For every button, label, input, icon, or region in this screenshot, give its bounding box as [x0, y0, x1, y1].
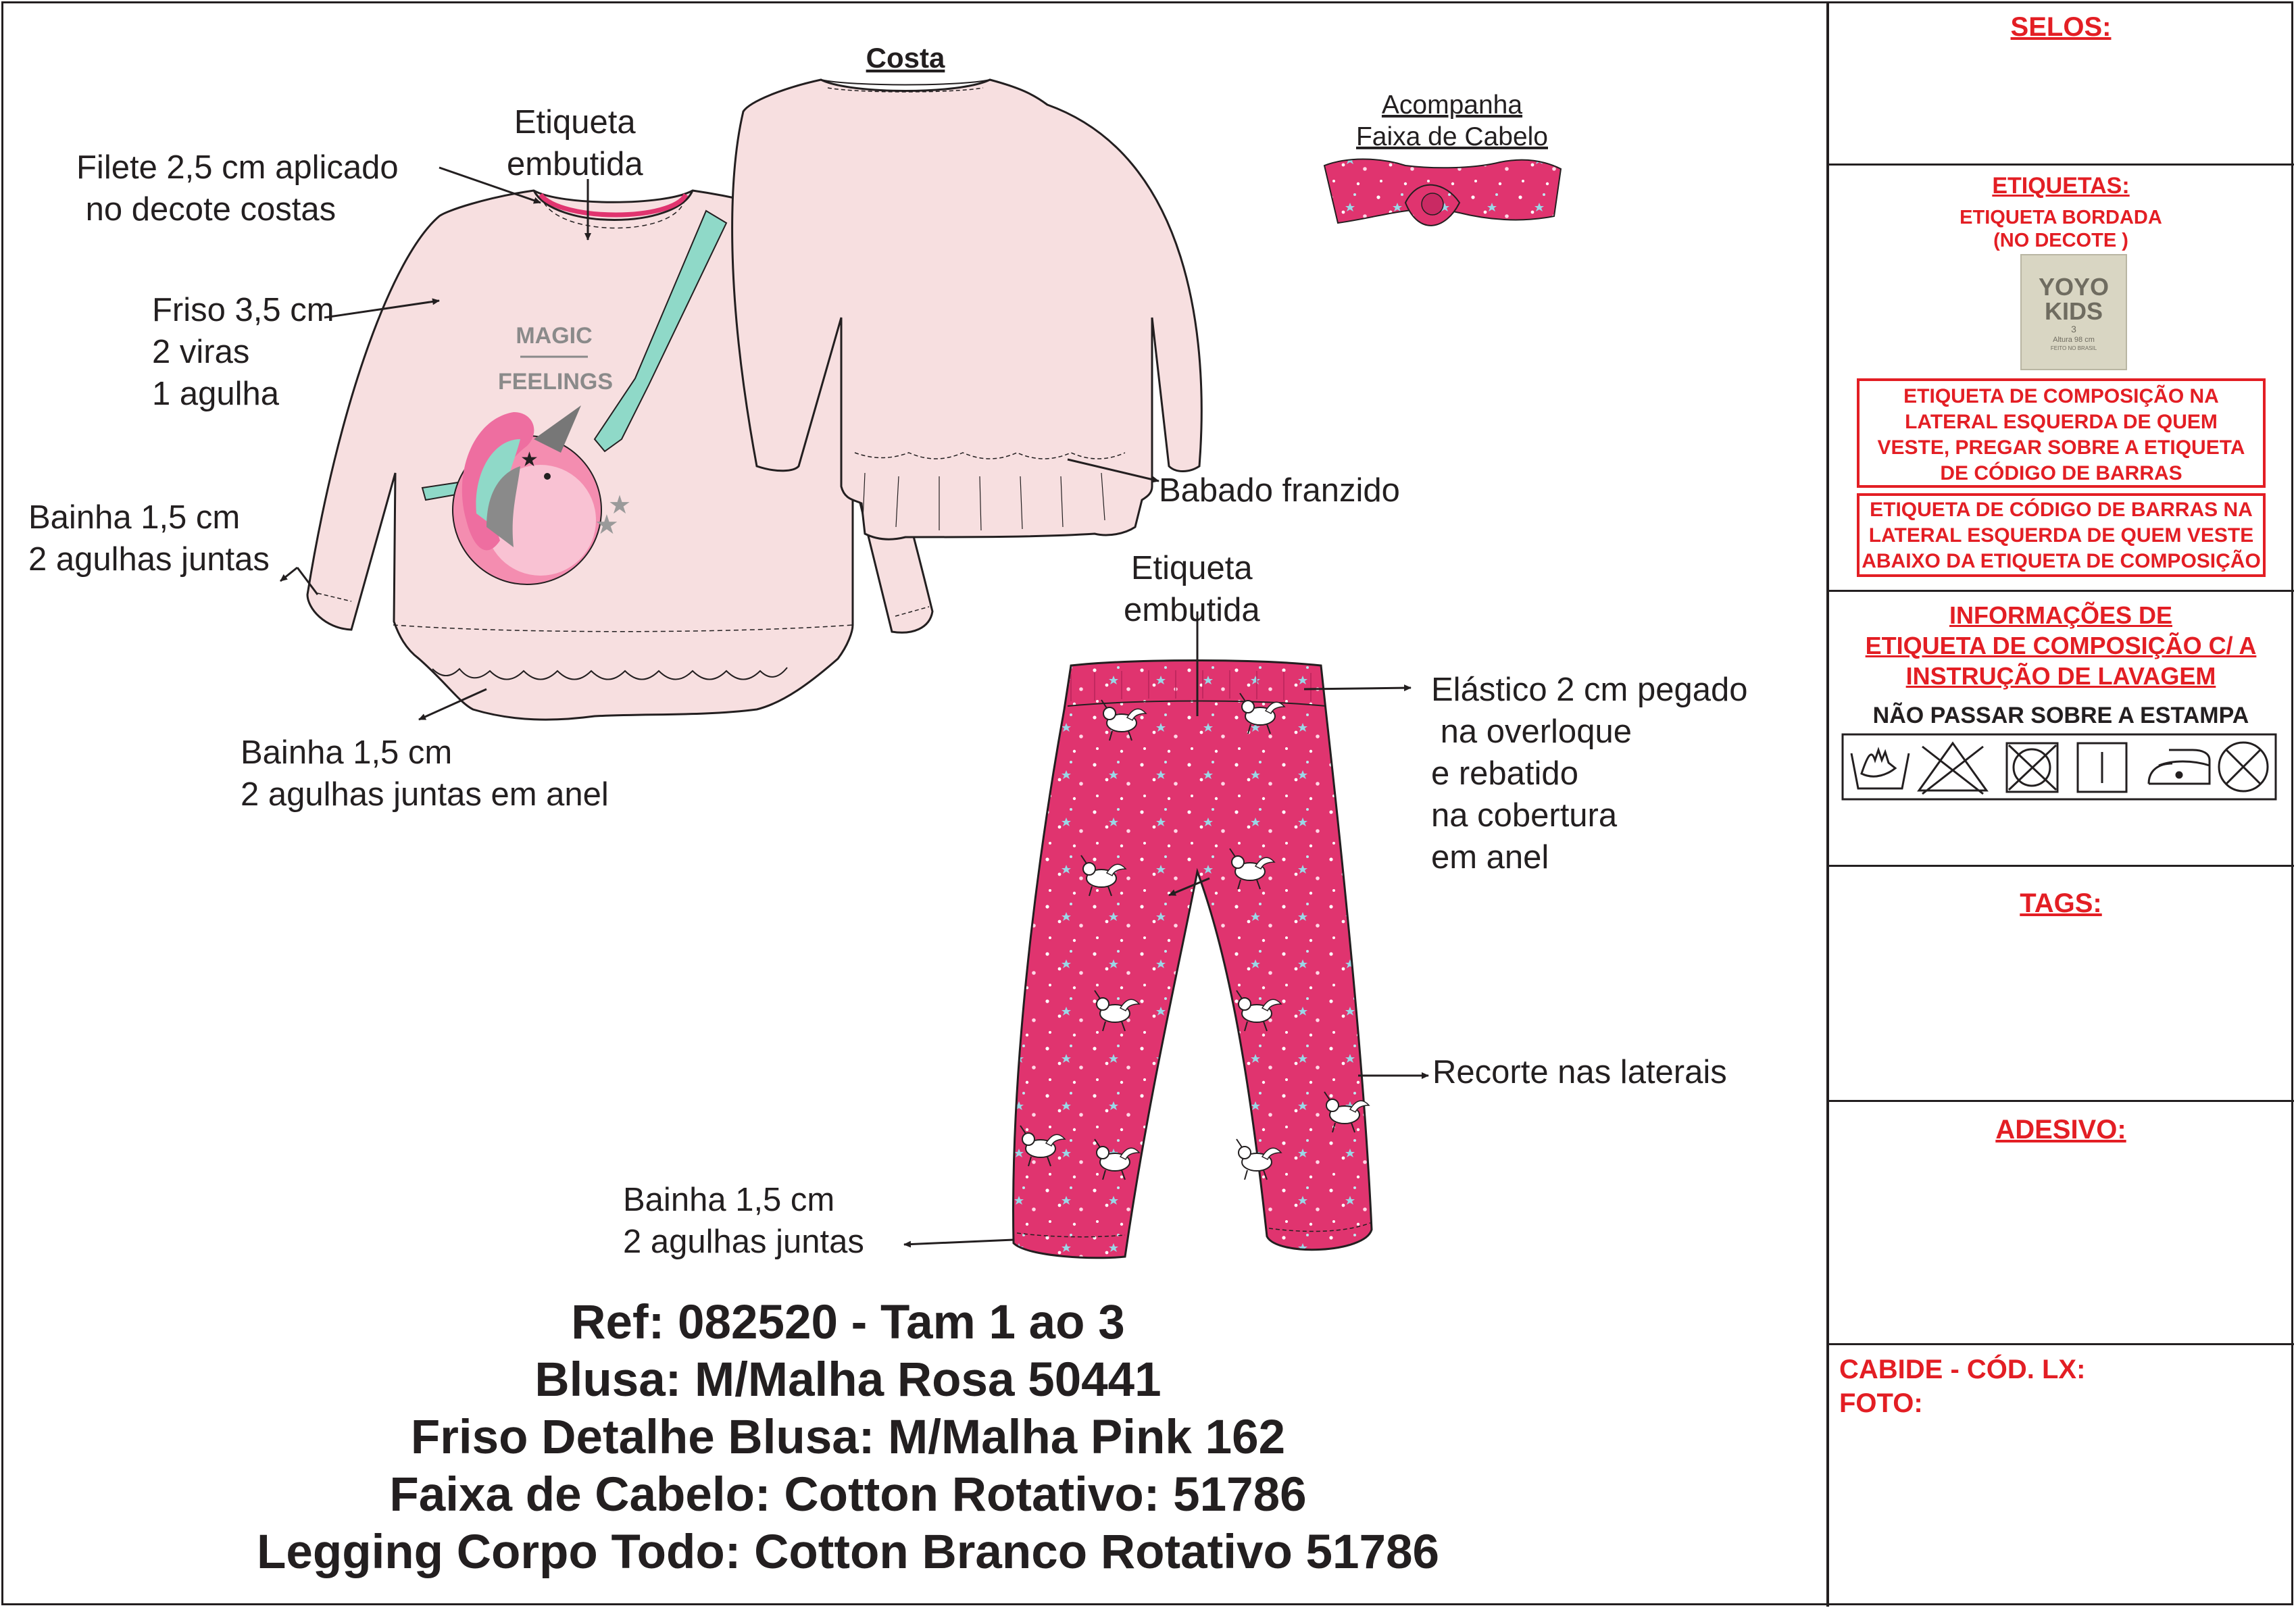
selos-title: SELOS: [2010, 12, 2112, 42]
annotation-etiqueta-blusa: Etiqueta embutida [507, 104, 643, 182]
spec-faixa: Faixa de Cabelo: Cotton Rotativo: 51786 [389, 1468, 1307, 1522]
annotation-recorte: Recorte nas laterais [1432, 1054, 1727, 1090]
spec-block [223, 1294, 1473, 1581]
svg-text:★: ★ [595, 510, 619, 540]
woven-label-brand-1: YOYO [2038, 273, 2110, 301]
annotation-bainha-blusa: Bainha 1,5 cm 2 agulhas juntas em anel [241, 734, 609, 813]
annotation-bainha-manga: Bainha 1,5 cm 2 agulhas juntas [28, 499, 270, 578]
headband [1324, 91, 1561, 226]
sidebar-rule [1828, 1343, 2294, 1345]
sidebar-rule [1828, 164, 2294, 166]
informacoes-title: INFORMAÇÕES DE ETIQUETA DE COMPOSIÇÃO C/ A INSTRUÇÃO DE LAVAGEM [1865, 601, 2257, 690]
sidebar-rule [1828, 1100, 2294, 1102]
print-feelings: FEELINGS [497, 369, 614, 395]
woven-label-size: 3 [2071, 324, 2076, 334]
headband-label-2: Faixa de Cabelo [1355, 122, 1549, 151]
spec-legging: Legging Corpo Todo: Cotton Branco Rotativo 51786 [256, 1526, 1439, 1579]
annotation-etiqueta-legging: Etiqueta embutida [1124, 550, 1260, 628]
annotation-elastico: Elástico 2 cm pegado na overloque e rebatido na cobertura em anel [1431, 672, 1748, 876]
spec-ref: Ref: 082520 - Tam 1 ao 3 [571, 1296, 1125, 1349]
woven-label-origin: FEITO NO BRASIL [2050, 345, 2097, 351]
print-magic: MAGIC [516, 323, 593, 349]
annotation-babado: Babado franzido [1159, 472, 1400, 509]
annotation-filete: Filete 2,5 cm aplicado no decote costas [76, 149, 399, 228]
sidebar-rule [1828, 590, 2294, 592]
annotation-bainha-legging: Bainha 1,5 cm 2 agulhas juntas [623, 1182, 864, 1260]
spec-blusa: Blusa: M/Malha Rosa 50441 [534, 1353, 1162, 1407]
tags-title: TAGS: [2020, 888, 2102, 918]
sidebar-rule [1828, 865, 2294, 867]
etiqueta-bordada-note: ETIQUETA BORDADA (NO DECOTE ) [1960, 207, 2162, 251]
spec-friso: Friso Detalhe Blusa: M/Malha Pink 162 [410, 1411, 1286, 1464]
woven-label-height: Altura 98 cm [2053, 336, 2095, 344]
woven-label-brand-2: KIDS [2044, 297, 2103, 325]
care-warning: NÃO PASSAR SOBRE A ESTAMPA [1872, 703, 2249, 728]
back-view-label: Costa [866, 42, 945, 74]
codigo-barras-note: ETIQUETA DE CÓDIGO DE BARRAS NA LATERAL ESQUERDA DE QUEM VESTE ABAIXO DA ETIQUETA DE COMPOSIÇÃO [1857, 493, 2266, 577]
care-symbols [1841, 733, 2277, 801]
foto-label: FOTO: [1839, 1388, 1923, 1418]
headband-label-1: Acompanha [1381, 91, 1523, 120]
svg-text:★: ★ [520, 449, 539, 471]
svg-text:★: ★ [608, 491, 632, 520]
composicao-note: ETIQUETA DE COMPOSIÇÃO NA LATERAL ESQUERDA DE QUEM VESTE, PREGAR SOBRE A ETIQUETA DE CÓDIGO DE BARRAS [1857, 378, 2266, 488]
annotation-friso: Friso 3,5 cm 2 viras 1 agulha [152, 292, 334, 412]
etiquetas-title: ETIQUETAS: [1992, 173, 2130, 199]
legging [1014, 661, 1372, 1258]
cabide-code: CABIDE - CÓD. LX: [1839, 1355, 2086, 1384]
adesivo-title: ADESIVO: [1995, 1115, 2126, 1145]
woven-label [2020, 254, 2127, 370]
